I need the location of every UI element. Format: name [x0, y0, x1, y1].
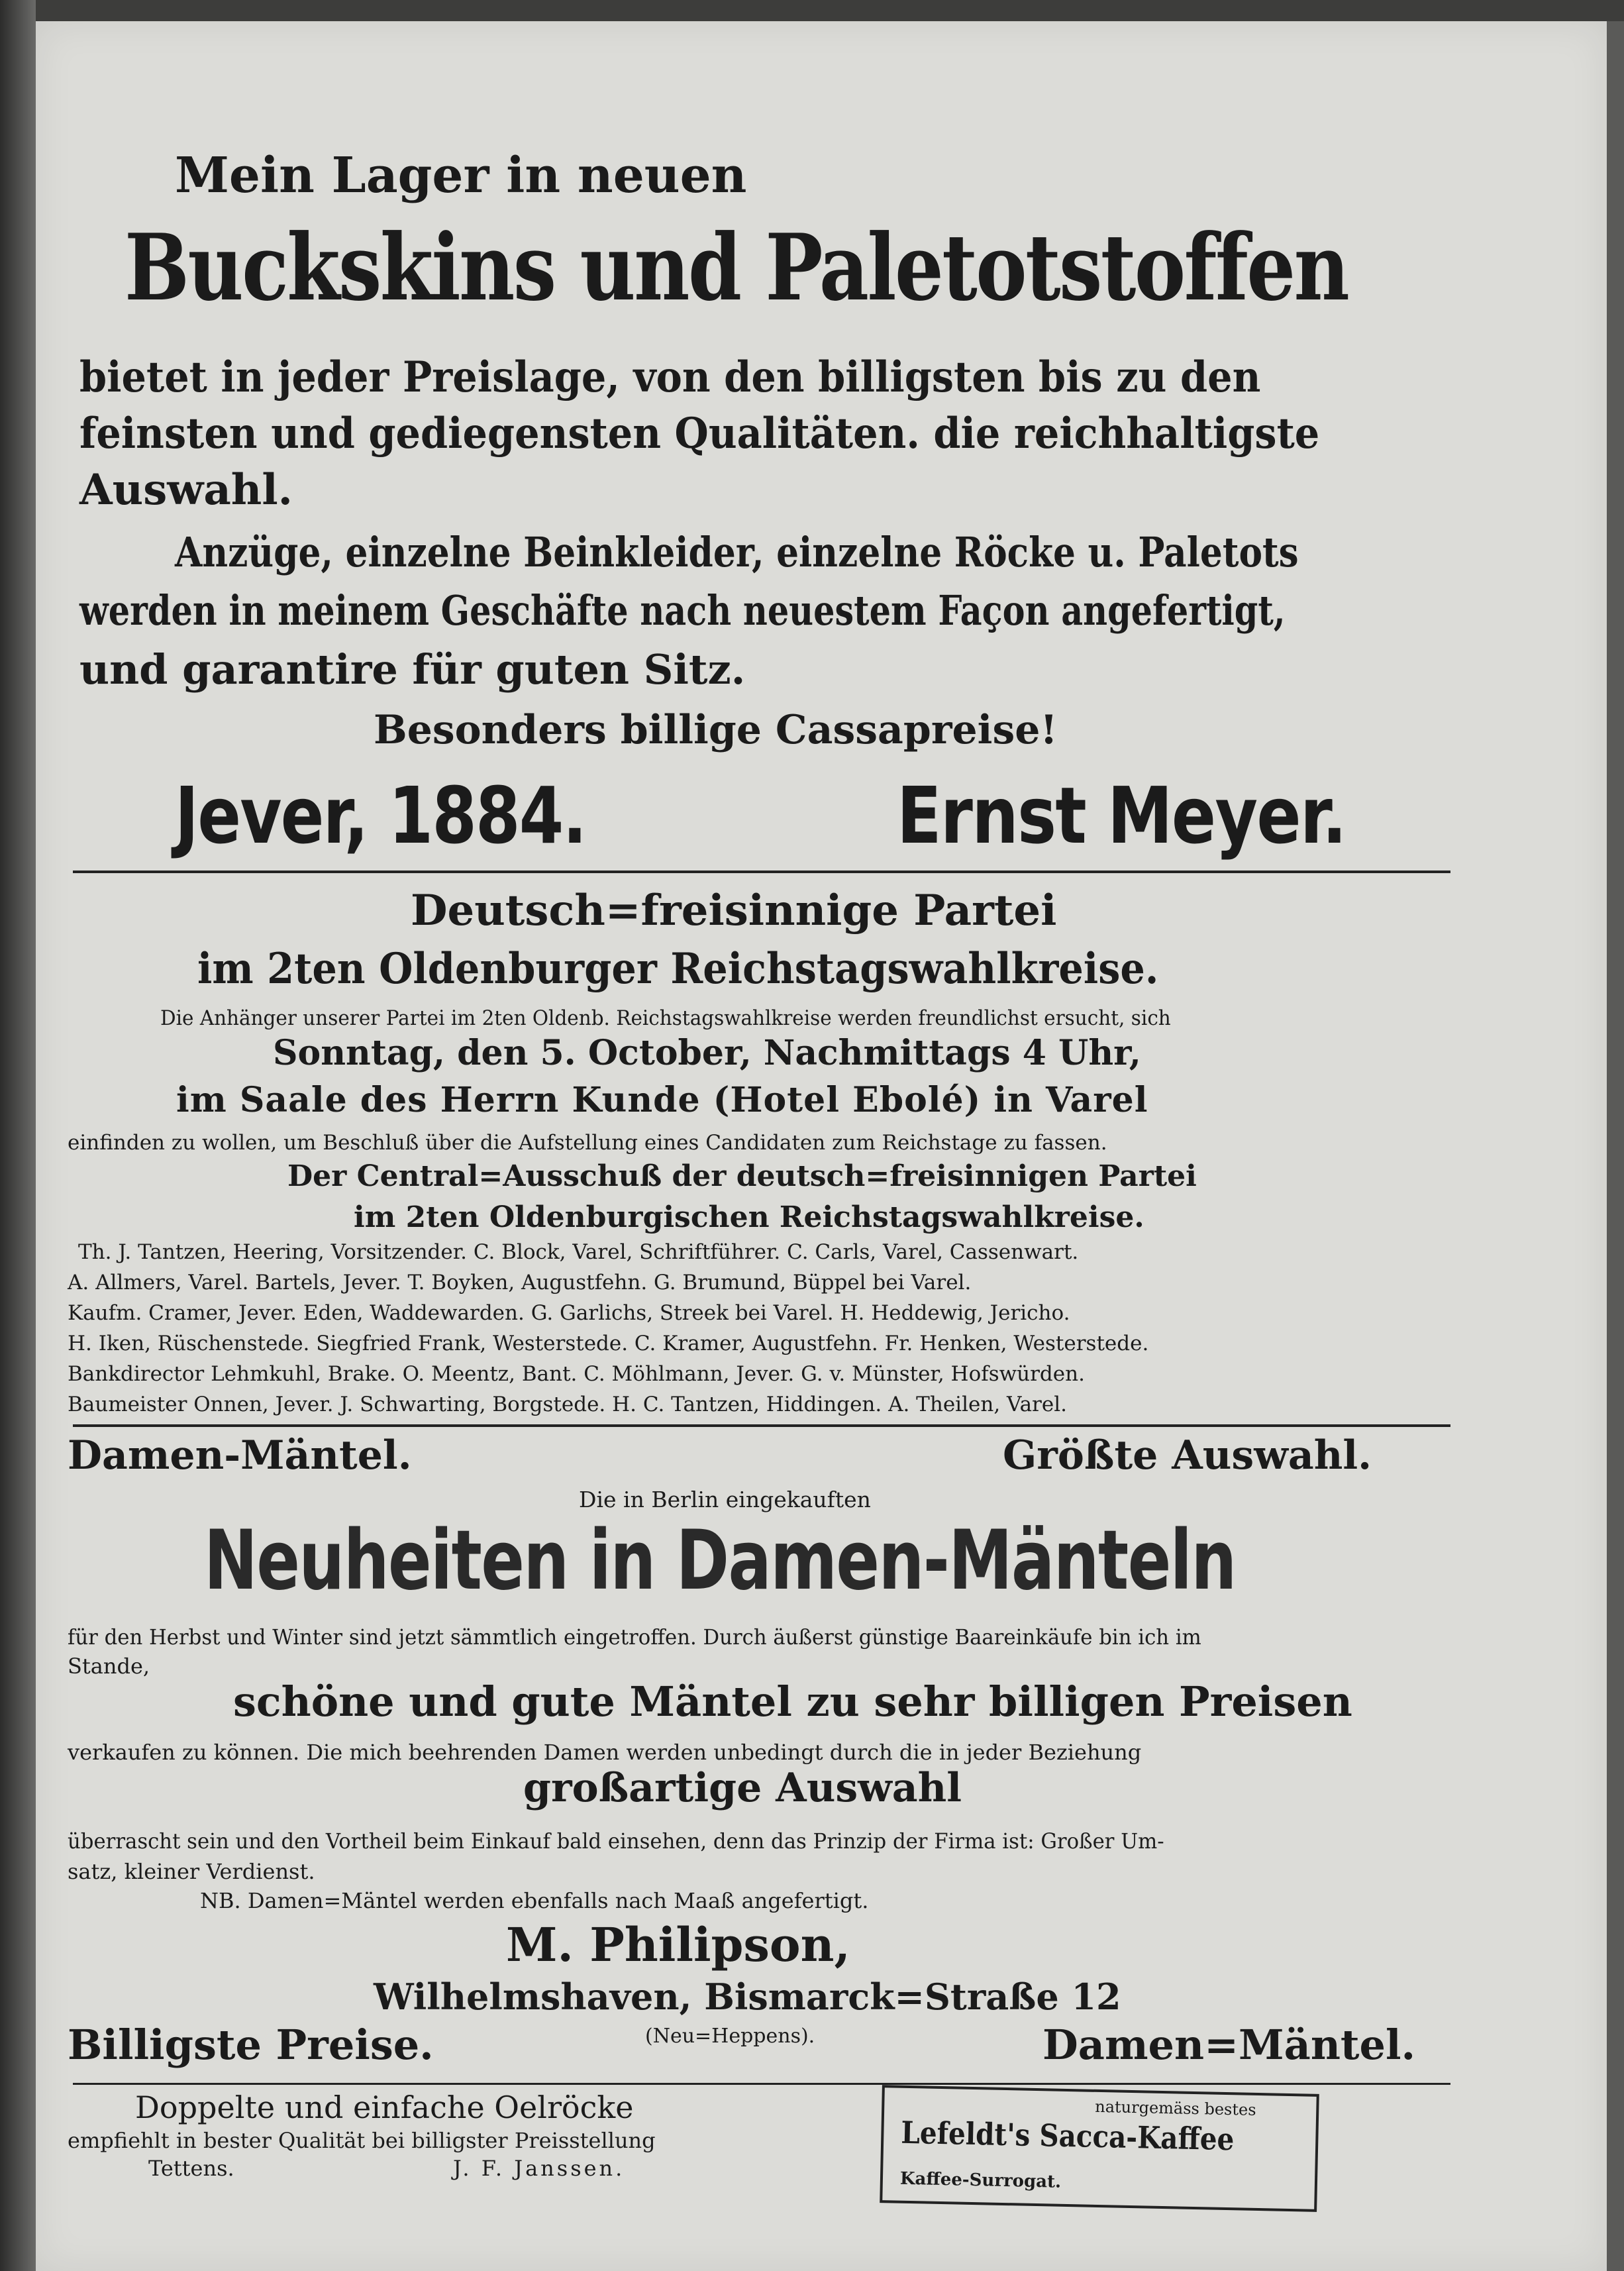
ad1-place-year: Jever, 1884. [175, 770, 586, 861]
ad2-member-row: Th. J. Tantzen, Heering, Vorsitzender. C. Block, Varel, Schriftführer. C. Carls, Varel, Cassenwart. [78, 1240, 1079, 1264]
ad3-foot-right: Damen=Mäntel. [1042, 2021, 1416, 2069]
ad2-body2: einfinden zu wollen, um Beschluß über die Aufstellung eines Candidaten zum Reichstage zu fassen. [68, 1131, 1107, 1155]
ad2-member-row: H. Iken, Rüschenstede. Siegfried Frank, Westerstede. C. Kramer, Augustfehn. Fr. Henken, Westerstede. [68, 1332, 1149, 1355]
ad4-name: J. F. Janssen. [453, 2156, 625, 2181]
ad4-title: Doppelte und einfache Oelröcke [135, 2089, 634, 2125]
ad2-body1: Die Anhänger unserer Partei im 2ten Oldenb. Reichstagswahlkreise werden freundlichst ersucht, sich [160, 1006, 1171, 1030]
ad1-headline: Buckskins und Paletotstoffen [125, 213, 1348, 321]
ad3-foot-left: Billigste Preise. [68, 2021, 434, 2069]
divider-3 [73, 2083, 1450, 2085]
ad3-emph1: schöne und gute Mäntel zu sehr billigen Preisen [233, 1677, 1352, 1726]
ad3-body2: Stande, [68, 1654, 150, 1679]
ad1-emph: Besonders billige Cassapreise! [374, 707, 1058, 753]
ad5-sub: Kaffee-Surrogat. [899, 2168, 1062, 2192]
ad2-date: Sonntag, den 5. October, Nachmittags 4 Uhr, [273, 1033, 1141, 1073]
ad1-body4: Anzüge, einzelne Beinkleider, einzelne Röcke u. Paletots [175, 528, 1299, 576]
ad-sacca-kaffee [880, 2085, 1319, 2212]
ad3-address: Wilhelmshaven, Bismarck=Straße 12 [374, 1976, 1121, 2018]
ad3-body1: für den Herbst und Winter sind jetzt sämmtlich eingetroffen. Durch äußerst günstige Baareinkäufe bin ich im [68, 1624, 1201, 1650]
scan-binding-gutter [0, 0, 36, 2271]
ad3-body5: satz, kleiner Verdienst. [68, 1859, 315, 1884]
ad3-body3: verkaufen zu können. Die mich beehrenden Damen werden unbedingt durch die in jeder Beziehung [68, 1740, 1142, 1765]
newspaper-page [36, 21, 1607, 2271]
ad3-firm: M. Philipson, [506, 1917, 850, 1972]
ad2-committee2: im 2ten Oldenburgischen Reichstagswahlkreise. [354, 1200, 1144, 1234]
ad1-body3: Auswahl. [79, 465, 293, 515]
ad1-merchant: Ernst Meyer. [897, 770, 1346, 861]
ad1-body1: bietet in jeder Preislage, von den billigsten bis zu den [79, 352, 1261, 402]
ad2-venue: im Saale des Herrn Kunde (Hotel Ebolé) in Varel [176, 1080, 1148, 1120]
ad4-body: empfiehlt in bester Qualität bei billigster Preisstellung [68, 2128, 656, 2153]
ad3-district: (Neu=Heppens). [645, 2025, 815, 2048]
ad3-emph2: großartige Auswahl [523, 1765, 962, 1811]
ad1-body5: werden in meinem Geschäfte nach neuestem Façon angefertigt, [79, 586, 1286, 635]
ad1-line1: Mein Lager in neuen [175, 147, 747, 204]
divider-2 [73, 1424, 1450, 1427]
ad2-member-row: Bankdirector Lehmkuhl, Brake. O. Meentz, Bant. C. Möhlmann, Jever. G. v. Münster, Hofswürden. [68, 1362, 1085, 1386]
scan-top-edge [0, 0, 1624, 21]
ad5-brand: Lefeldt's Sacca-Kaffee [900, 2114, 1235, 2158]
ad3-body4: überrascht sein und den Vortheil beim Einkauf bald einsehen, denn das Prinzip der Firma ist: Großer Um- [68, 1828, 1164, 1854]
divider-1 [73, 871, 1450, 873]
ad4-place: Tettens. [148, 2156, 234, 2181]
ad2-member-row: Baumeister Onnen, Jever. J. Schwarting, Borgstede. H. C. Tantzen, Hiddingen. A. Theilen, Varel. [68, 1393, 1067, 1416]
ad1-body2: feinsten und gediegensten Qualitäten. die reichhaltigste [79, 409, 1320, 458]
ad1-body6: und garantire für guten Sitz. [79, 645, 746, 694]
ad3-headline: Neuheiten in Damen-Mänteln [204, 1513, 1236, 1609]
ad3-corner-left: Damen-Mäntel. [68, 1432, 412, 1479]
ad2-title2: im 2ten Oldenburger Reichstagswahlkreise. [197, 944, 1159, 994]
ad2-committee1: Der Central=Ausschuß der deutsch=freisinnigen Partei [287, 1159, 1197, 1193]
ad3-intro: Die in Berlin eingekauften [579, 1487, 871, 1512]
ad5-tag: naturgemäss bestes [1095, 2097, 1256, 2119]
ad2-member-row: A. Allmers, Varel. Bartels, Jever. T. Boyken, Augustfehn. G. Brumund, Büppel bei Varel. [68, 1271, 972, 1294]
ad3-nb: NB. Damen=Mäntel werden ebenfalls nach Maaß angefertigt. [200, 1888, 869, 1913]
ad2-member-row: Kaufm. Cramer, Jever. Eden, Waddewarden. G. Garlichs, Streek bei Varel. H. Heddewig, Jericho. [68, 1301, 1070, 1325]
ad2-title1: Deutsch=freisinnige Partei [411, 886, 1057, 935]
ad3-corner-right: Größte Auswahl. [1003, 1432, 1372, 1479]
